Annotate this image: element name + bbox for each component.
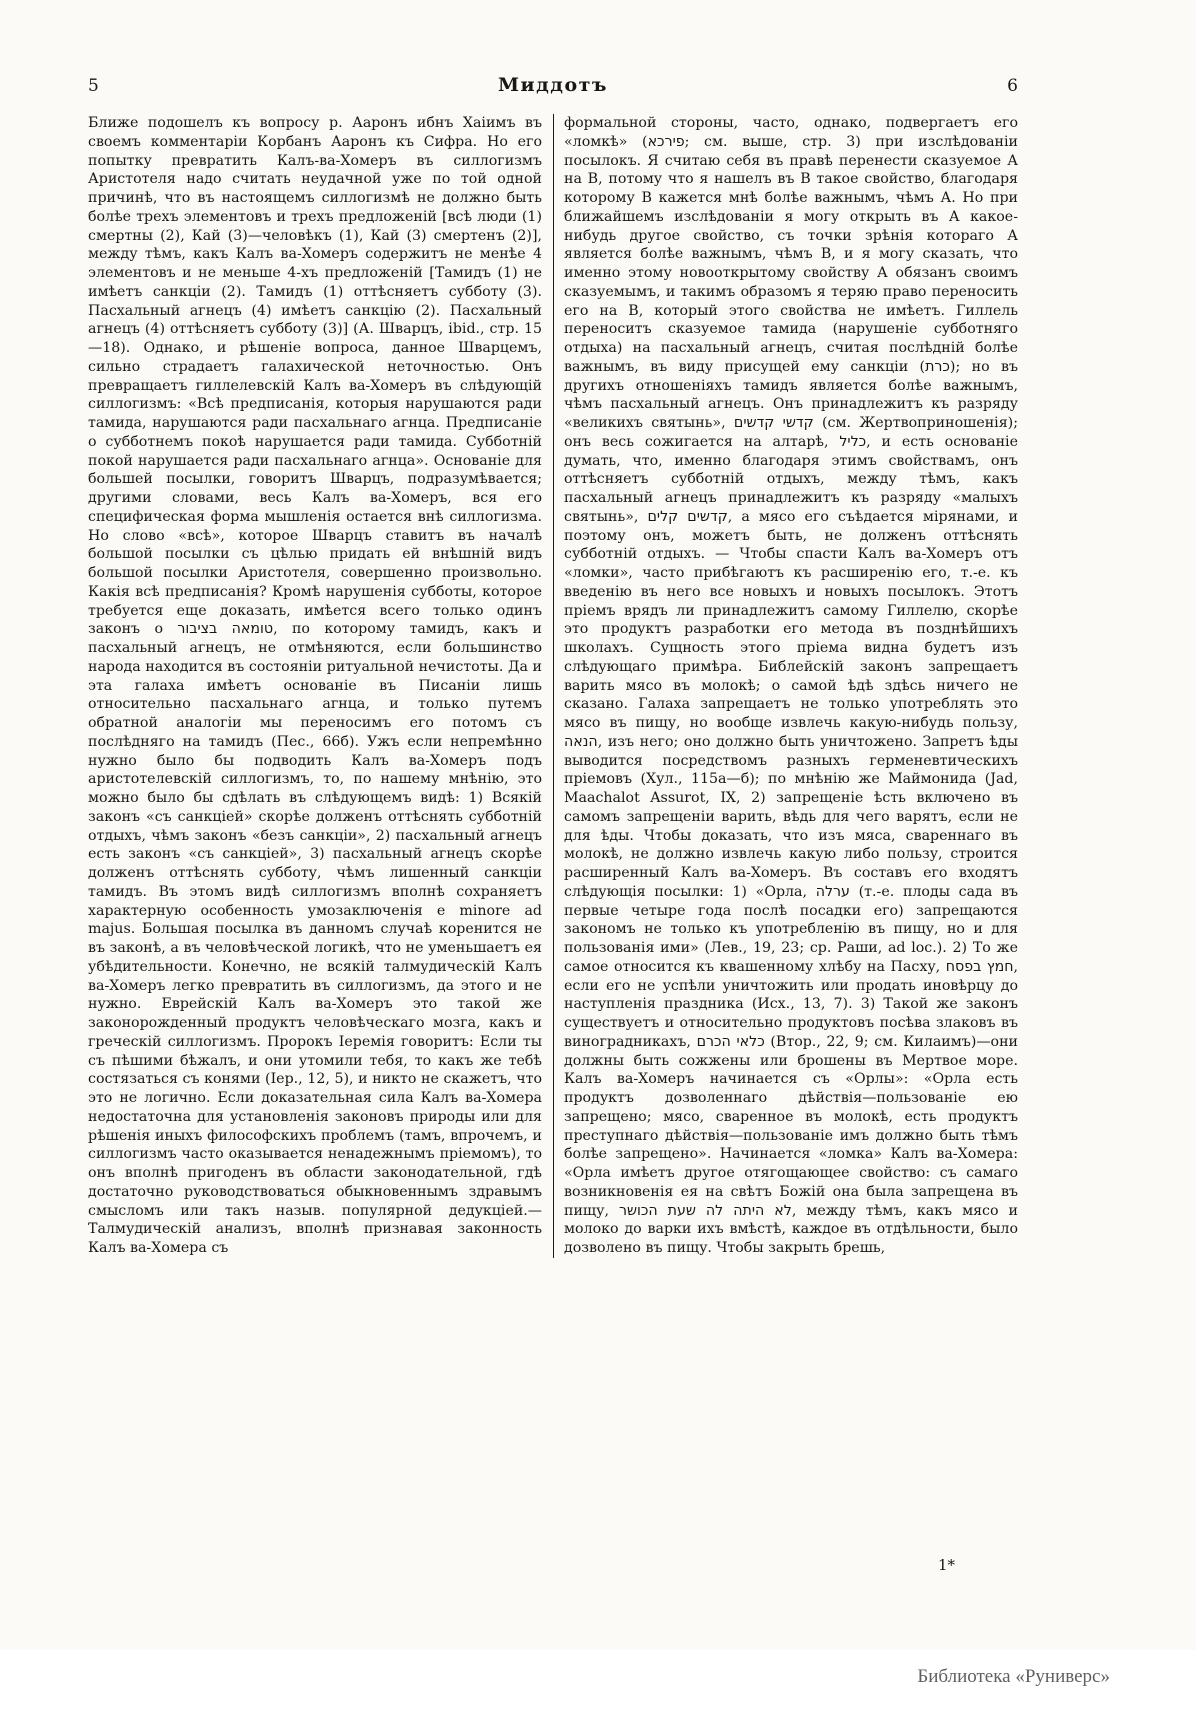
library-watermark: Библиотека «Руниверс» <box>917 1666 1110 1687</box>
page-number-right: 6 <box>1007 76 1018 96</box>
page-number-left: 5 <box>88 76 99 96</box>
page-title: Миддотъ <box>498 74 608 96</box>
page-header <box>88 74 1018 96</box>
signature-mark: 1* <box>938 1556 956 1574</box>
right-column-text: формальной стороны, часто, однако, подвергаетъ его «ломкѣ» (פירכא; см. выше, стр. 3) при изслѣдованіи посылокъ. Я считаю себя въ правѣ перенести сказуемое А на В, потому что я нашелъ въ В такое свойство, благодаря которому В кажется мнѣ болѣе важнымъ, чѣмъ А. Но при ближайшемъ изслѣдованіи я могу открыть въ А какое-нибудь другое свойство, съ точки зрѣнія котораго А является болѣе важнымъ, чѣмъ В, и я могу сказать, что именно этому новооткрытому свойству А обязанъ своимъ сказуемымъ, и такимъ образомъ я теряю право переносить его на В, который этого свойства не имѣетъ. Гиллель переноситъ сказуемое тамида (нарушеніе субботняго отдыха) на пасхальный агнецъ, считая послѣдній болѣе важнымъ, въ виду присущей ему санкціи (כרת); но въ другихъ отношеніяхъ тамидъ является болѣе важнымъ, чѣмъ пасхальный агнецъ. Онъ принадлежитъ къ разряду «великихъ святынь», קדשי קדשים (см. Жертвоприношенія); онъ весь сожигается на алтарѣ, כליל, и есть основаніе думать, что, именно благодаря этимъ свойствамъ, онъ оттѣсняетъ субботній отдыхъ, между тѣмъ, какъ пасхальный агнецъ принадлежитъ къ разряду «малыхъ святынь», קדשים קלים, а мясо его съѣдается мірянами, и поэтому онъ, можетъ быть, не долженъ оттѣснять субботній отдыхъ. — Чтобы спасти Калъ ва-Хомеръ отъ «ломки», часто прибѣгаютъ къ расширенію его, т.-е. къ введенію въ него все новыхъ и новыхъ посылокъ. Этотъ пріемъ врядъ ли принадлежитъ самому Гиллелю, скорѣе это продуктъ разработки его метода въ позднѣйшихъ школахъ. Сущность этого пріема видна будетъ изъ слѣдующаго примѣра. Библейскій законъ запрещаетъ варить мясо въ молокѣ; о самой ѣдѣ здѣсь ничего не сказано. Галаха запрещаетъ не только употреблять это мясо въ пищу, но вообще извлечь какую-нибудь пользу, הנאה, изъ него; оно должно быть уничтожено. Запретъ ѣды выводится посредствомъ разныхъ герменевтическихъ пріемовъ (Хул., 115а—б); по мнѣнію же Маймонида (Jad, Maachalot Assurot, IX, 2) запрещеніе ѣсть включено въ самомъ запрещеніи варить, вѣдь для чего варятъ, если не для ѣды. Чтобы доказать, что изъ мяса, свареннаго въ молокѣ, не должно извлечь какую либо пользу, строится расширенный Калъ ва-Хомеръ. Въ составъ его входятъ слѣдующія посылки: 1) «Орла, ערלה (т.-е. плоды сада въ первые четыре года послѣ посадки его) запрещаются закономъ не только къ употребленію въ пищу, но и для пользованія ими» (Лев., 19, 23; ср. Раши, ad loc.). 2) То же самое относится къ квашенному хлѣбу на Пасху, חמץ בפסח, если его не успѣли уничтожить или продать иновѣрцу до наступленія праздника (Исх., 13, 7). 3) Такой же законъ существуетъ и относительно продуктовъ посѣва злаковъ въ виноградникахъ, כלאי הכרם (Втор., 22, 9; см. Килаимъ)—они должны быть сожжены или брошены въ Мертвое море. Калъ ва-Хомеръ начинается съ «Орлы»: «Орла есть продуктъ дозволеннаго дѣйствія—пользованіе ею запрещено; мясо, сваренное въ молокѣ, есть продуктъ преступнаго дѣйствія—пользованіе имъ должно быть тѣмъ болѣе запрещено». Начинается «ломка» Калъ ва-Хомера: «Орла имѣетъ другое отягощающее свойство: съ самаго возникновенія ея на свѣтъ Божій она была запрещена въ пищу, לא היתה לה שעת הכושר, между тѣмъ, какъ мясо и молоко до варки ихъ вмѣстѣ, каждое въ отдѣльности, было дозволено въ пищу. Чтобы закрыть брешь, <box>564 115 1019 1256</box>
text-block <box>88 114 1018 1258</box>
column-divider-rule <box>553 114 554 1258</box>
left-column-text: Ближе подошелъ къ вопросу р. Ааронъ ибнъ Хаіимъ въ своемъ комментаріи Корбанъ Ааронъ къ Сифра. Но его попытку превратить Калъ-ва-Хомеръ въ силлогизмъ Аристотеля надо считать неудачной уже по той одной причинѣ, что въ настоящемъ силлогизмѣ не должно быть болѣе трехъ элементовъ и трехъ предложеній [всѣ люди (1) смертны (2), Кай (3)—человѣкъ (1), Кай (3) смертенъ (2)], между тѣмъ, какъ Калъ ва-Хомеръ содержитъ не менѣе 4 элементовъ и не меньше 4-хъ предложеній [Тамидъ (1) не имѣетъ санкціи (2). Тамидъ (1) оттѣсняетъ субботу (3). Пасхальный агнецъ (4) имѣетъ санкцію (2). Пасхальный агнецъ (4) оттѣсняетъ субботу (3)] (А. Шварцъ, ibid., стр. 15—18). Однако, и рѣшеніе вопроса, данное Шварцемъ, сильно страдаетъ галахической неточностью. Онъ превращаетъ гиллелевскій Калъ ва-Хомеръ въ слѣдующій силлогизмъ: «Всѣ предписанія, которыя нарушаются ради тамида, нарушаются ради пасхальнаго агнца. Предписаніе о субботнемъ покоѣ нарушается ради тамида. Субботній покой нарушается ради пасхальнаго агнца». Основаніе для большей посылки, говоритъ Шварцъ, подразумѣвается; другими словами, весь Калъ ва-Хомеръ, вся его специфическая форма мышленія остается внѣ силлогизма. Но слово «всѣ», которое Шварцъ ставитъ въ началѣ большой посылки съ цѣлью придать ей внѣшній видъ большой посылки Аристотеля, совершенно произвольно. Какія всѣ предписанія? Кромѣ нарушенія субботы, которое требуется еще доказать, имѣется всего только одинъ законъ о טומאה בציבור, по которому тамидъ, какъ и пасхальный агнецъ, не отмѣняются, если большинство народа находится въ состояніи ритуальной нечистоты. Да и эта галаха имѣетъ основаніе въ Писаніи лишь относительно пасхальнаго агнца, и только путемъ обратной аналогіи мы переносимъ его потомъ съ послѣдняго на тамидъ (Пес., 66б). Ужъ если непремѣнно нужно было бы подводить Калъ ва-Хомеръ подъ аристотелевскій силлогизмъ, то, по нашему мнѣнію, это можно было бы сдѣлать въ слѣдующемъ видѣ: 1) Всякій законъ «съ санкціей» скорѣе долженъ оттѣснять субботній отдыхъ, чѣмъ законъ «безъ санкціи», 2) пасхальный агнецъ есть законъ «съ санкціей», 3) пасхальный агнецъ скорѣе долженъ оттѣснять субботу, чѣмъ лишенный санкціи тамидъ. Въ этомъ видѣ силлогизмъ вполнѣ сохраняетъ характерную особенность умозаключенія e minore ad majus. Большая посылка въ данномъ случаѣ коренится не въ законѣ, а въ человѣческой логикѣ, что не уменьшаетъ ея убѣдительности. Конечно, не всякій талмудическій Калъ ва-Хомеръ легко превратить въ силлогизмъ, да этого и не нужно. Еврейскій Калъ ва-Хомеръ это такой же законорожденный продуктъ человѣческаго мозга, какъ и греческій силлогизмъ. Пророкъ Іеремія говоритъ: Если ты съ пѣшими бѣжалъ, и они утомили тебя, то какъ же тебѣ состязаться съ конями (Іер., 12, 5), и никто не скажетъ, что это не логично. Если доказательная сила Калъ ва-Хомера недостаточна для установленія законовъ природы или для рѣшенія иныхъ философскихъ проблемъ (тамъ, впрочемъ, и силлогизмъ часто оказывается ненадежнымъ пріемомъ), то онъ вполнѣ пригоденъ въ области законодательной, гдѣ достаточно руководствоваться обыкновеннымъ здравымъ смысломъ или такъ назыв. популярной дедукціей.—Талмудическій анализъ, вполнѣ признавая законность Калъ ва-Хомера съ <box>88 115 542 1256</box>
